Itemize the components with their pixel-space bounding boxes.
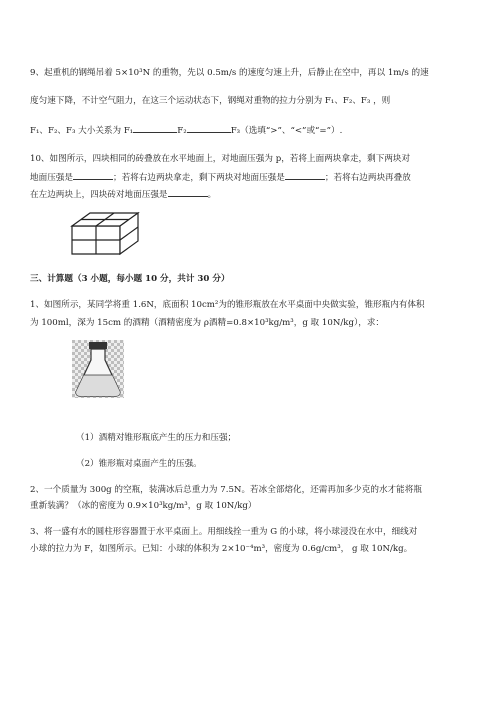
c1-line-1: 1、如图所示，某同学将重 1.6N，底面积 10cm²为的锥形瓶放在水平桌面中央做实验，锥形瓶内有体积 — [30, 300, 425, 310]
brick-stack-figure — [70, 210, 142, 258]
q10-line-3-part-1: 在左边两块上，四块砖对地面压强是 — [30, 190, 168, 200]
section-heading: 三、计算题（3 小题，每小题 10 分，共计 30 分） — [30, 274, 230, 284]
answer-blank — [187, 123, 231, 133]
c1-sub-question-1: （1）酒精对锥形瓶底产生的压力和压强； — [76, 433, 237, 443]
q9-line-1: 9、起重机的钢绳吊着 5×10³N 的重物，先以 0.5m/s 的速度匀速上升，后静止在空中，再以 1m/s 的速 — [30, 68, 429, 78]
answer-blank — [73, 170, 113, 180]
answer-blank — [168, 187, 208, 197]
answer-blank — [285, 170, 325, 180]
q10-line-2 — [30, 170, 411, 184]
q10-line-2-part-1: 地面压强是 — [30, 173, 73, 183]
q10-line-2-part-2: ；若将右边两块拿走，剩下两块对地面压强是 — [112, 173, 285, 183]
q10-line-2-part-3: ；若将右边两块再叠放 — [324, 173, 411, 183]
q9-line-3-suffix: F₃（选填“>”、“<”或“=”）. — [230, 126, 343, 136]
c3-line-1: 3、将一盛有水的圆柱形容器置于水平桌面上。用细线拴一重为 G 的小球，将小球浸没在水中，细线对 — [30, 527, 418, 537]
q10-line-3 — [30, 187, 216, 201]
q9-line-2: 度匀速下降，不计空气阻力，在这三个运动状态下，钢绳对重物的拉力分别为 F₁、F₂、F₃ ，则 — [30, 96, 391, 106]
q9-line-3-prefix: F₁、F₂、F₃ 大小关系为 F₁ — [30, 126, 134, 136]
c2-line-2: 重新装满？（冰的密度为 0.9×10³kg/m³，g 取 10N/kg） — [30, 501, 257, 511]
c1-sub-question-2: （2）锥形瓶对桌面产生的压强。 — [76, 459, 202, 469]
q10-line-1: 10、如图所示，四块相同的砖叠放在水平地面上，对地面压强为 p，若将上面两块拿走，剩下两块对 — [30, 154, 411, 164]
q10-line-3-part-2: 。 — [207, 190, 217, 200]
c2-line-1: 2、一个质量为 300g 的空瓶，装满冰后总重力为 7.5N。若冰全部熔化，还需再加多少克的水才能将瓶 — [30, 485, 422, 495]
answer-blank — [133, 123, 177, 133]
q9-line-3-mid: F₂ — [177, 126, 187, 136]
c3-line-2: 小球的拉力为 F，如图所示。已知：小球的体积为 2×10⁻⁴m³，密度为 0.6g/cm³， g 取 10N/kg。 — [30, 544, 413, 554]
q9-line-3 — [30, 123, 342, 137]
c1-line-2: 为 100ml，深为 15cm 的酒精（酒精密度为 ρ酒精=0.8×10³kg/m³，g 取 10N/kg），求： — [30, 318, 385, 328]
conical-flask-figure — [72, 340, 124, 398]
